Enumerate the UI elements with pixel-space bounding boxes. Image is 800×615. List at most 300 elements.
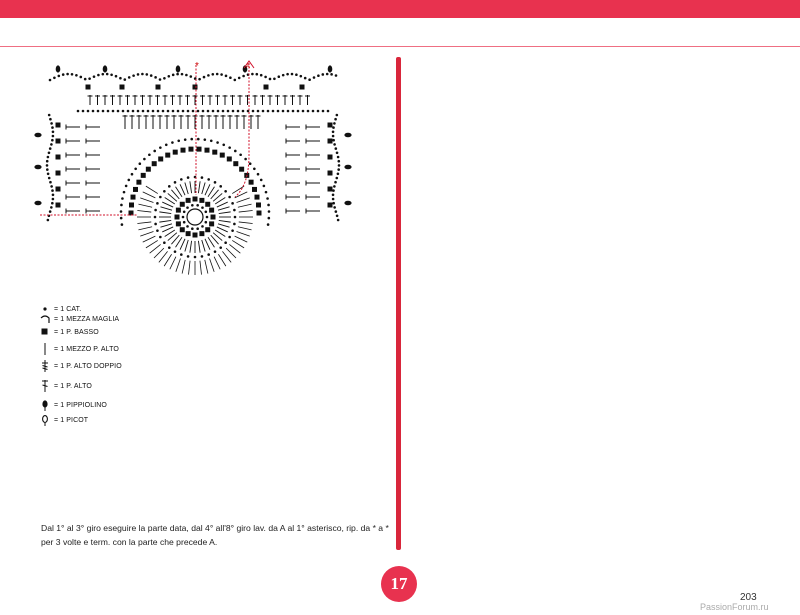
crochet-chart: [30, 55, 360, 285]
chain-dot: [326, 73, 329, 76]
double-crochet: [160, 224, 172, 227]
chain-dot: [287, 110, 290, 113]
chain-dot: [150, 74, 153, 77]
single-crochet: [165, 153, 170, 158]
double-crochet: [137, 211, 151, 213]
single-crochet: [56, 187, 61, 192]
chain-dot: [125, 185, 128, 188]
popcorn-picot: [328, 65, 333, 72]
picot-loop-icon: [38, 413, 52, 427]
chain-dot: [233, 209, 236, 212]
chain-dot: [302, 110, 305, 113]
chain-dot: [159, 78, 162, 81]
chain-dot: [46, 168, 49, 171]
chain-dot: [49, 79, 52, 82]
chain-dot: [257, 110, 260, 113]
double-crochet-icon: [38, 379, 52, 393]
chain-dot: [171, 141, 174, 144]
double-crochet: [176, 259, 181, 272]
chain-dot: [253, 167, 256, 170]
single-crochet: [56, 139, 61, 144]
double-crochet: [146, 240, 158, 247]
double-crochet: [159, 251, 168, 262]
single-crochet: [233, 161, 238, 166]
chain-dot: [192, 110, 195, 113]
chain-dot: [219, 185, 222, 188]
chain-dot: [334, 118, 337, 121]
chain-dot: [80, 76, 83, 79]
chain-dot: [333, 206, 336, 209]
legend-label-popcorn: = 1 PIPPIOLINO: [54, 401, 107, 409]
chain-dot: [52, 135, 55, 138]
chain-dot: [197, 138, 200, 141]
chain-dot: [49, 181, 52, 184]
chain-dot: [286, 73, 289, 76]
single-crochet: [56, 123, 61, 128]
chain-dot: [217, 110, 220, 113]
double-crochet: [217, 227, 228, 232]
chain-dot: [182, 216, 185, 219]
chain-dot: [222, 110, 225, 113]
chain-dot: [337, 168, 340, 171]
chain-dot: [51, 202, 54, 205]
double-crochet: [189, 261, 191, 275]
page-number: 203: [740, 592, 757, 603]
chain-dot: [75, 74, 78, 77]
chain-dot: [334, 181, 337, 184]
double-crochet: [219, 220, 231, 222]
double-crochet: [164, 254, 171, 266]
chain-dot: [234, 79, 237, 82]
chain-dot: [163, 77, 166, 80]
chain-dot: [337, 156, 340, 159]
chain-dot: [332, 202, 335, 205]
chain-dot: [66, 73, 69, 76]
chain-dot: [277, 110, 280, 113]
chain-dot: [84, 78, 87, 81]
legend-label-half-double: = 1 MEZZO P. ALTO: [54, 345, 119, 353]
chain-dot: [282, 110, 285, 113]
chain-dot: [165, 144, 168, 147]
chain-dot: [117, 110, 120, 113]
double-crochet: [138, 227, 152, 230]
chain-dot: [219, 246, 222, 249]
chain-dot: [93, 75, 96, 78]
single-crochet: [56, 155, 61, 160]
chain-dot: [174, 250, 177, 253]
chain-dot: [172, 110, 175, 113]
popcorn-picot-icon: [38, 398, 52, 412]
double-crochet: [154, 248, 164, 258]
popcorn-picot: [34, 165, 41, 170]
chain-dot: [333, 143, 336, 146]
chain-dot: [206, 216, 209, 219]
chain-dot: [167, 110, 170, 113]
chain-dot: [87, 110, 90, 113]
double-crochet: [180, 184, 185, 195]
chain-dot: [196, 227, 199, 230]
double-crochet: [159, 212, 171, 214]
chain-dot: [242, 110, 245, 113]
legend-label-picot: = 1 PICOT: [54, 416, 89, 424]
chain-dot: [157, 110, 160, 113]
chain-dot: [50, 185, 53, 188]
double-crochet: [143, 192, 156, 198]
chain-dot: [336, 114, 339, 117]
single-crochet: [212, 150, 217, 155]
chain-dot: [47, 173, 50, 176]
chain-dot: [92, 110, 95, 113]
chain-dot: [337, 219, 340, 222]
chain-dot: [228, 236, 231, 239]
single-crochet: [120, 85, 125, 90]
double-crochet: [185, 240, 188, 252]
chain-dot: [148, 153, 151, 156]
single-crochet: [193, 197, 198, 202]
chain-dot: [231, 202, 234, 205]
chain-dot: [198, 78, 201, 81]
legend-label-treble: = 1 P. ALTO DOPPIO: [54, 362, 122, 370]
chain-dot: [185, 74, 188, 77]
chain-dot: [317, 74, 320, 77]
chain-dot: [124, 78, 127, 81]
chain-dot: [154, 216, 157, 219]
page-badge-number: 17: [390, 574, 408, 593]
chain-dot: [106, 73, 109, 76]
chain-dot: [278, 75, 281, 78]
single-crochet: [328, 203, 333, 208]
single-crochet: [176, 221, 181, 226]
double-crochet: [205, 184, 210, 195]
chain-dot: [48, 152, 51, 155]
double-crochet: [146, 186, 158, 193]
single-crochet: [328, 155, 333, 160]
chain-dot: [335, 177, 338, 180]
chain-dot: [110, 73, 113, 76]
chain-dot: [162, 110, 165, 113]
legend-label-single: = 1 P. BASSO: [54, 328, 99, 336]
chain-dot: [182, 110, 185, 113]
double-crochet: [232, 240, 244, 247]
chain-dot: [212, 73, 215, 76]
chain-dot: [186, 206, 189, 209]
double-crochet: [239, 222, 253, 224]
chain-dot: [212, 110, 215, 113]
single-crochet: [156, 85, 161, 90]
chain-dot: [267, 110, 270, 113]
double-crochet: [237, 232, 250, 237]
popcorn-picot: [34, 133, 41, 138]
chain-dot: [48, 114, 51, 117]
chain-dot: [214, 250, 217, 253]
chain-dot: [265, 191, 268, 194]
chain-dot: [119, 77, 122, 80]
center-ring: [187, 209, 203, 225]
single-crochet: [199, 231, 204, 236]
single-crochet: [254, 195, 259, 200]
chain-dot: [156, 229, 159, 232]
double-crochet: [185, 182, 188, 194]
single-crochet: [141, 173, 146, 178]
single-crochet: [136, 180, 141, 185]
double-crochet: [140, 232, 153, 237]
chain-dot: [154, 209, 157, 212]
popcorn-picot: [344, 133, 351, 138]
chain-dot: [121, 197, 124, 200]
single-crochet: [181, 148, 186, 153]
chain-dot: [112, 110, 115, 113]
chain-dot: [203, 76, 206, 79]
chain-dot: [332, 131, 335, 134]
chain-dot: [159, 146, 162, 149]
popcorn-picot: [344, 165, 351, 170]
watermark: PassionForum.ru: [700, 602, 769, 612]
single-crochet: [328, 123, 333, 128]
chain-dot: [51, 126, 54, 129]
chain-dot: [260, 179, 263, 182]
chain-dot: [196, 204, 199, 207]
chain-dot: [187, 255, 190, 258]
chain-dot: [260, 74, 263, 77]
single-crochet: [205, 227, 210, 232]
chain-dot: [180, 178, 183, 181]
chain-dot: [186, 225, 189, 228]
double-crochet: [226, 248, 236, 258]
page-badge: [381, 566, 417, 602]
chain-dot: [77, 110, 80, 113]
chain-dot: [332, 198, 335, 201]
chain-dot: [115, 75, 118, 78]
single-crochet: [86, 85, 91, 90]
chain-dot: [228, 146, 231, 149]
chain-dot: [207, 110, 210, 113]
chain-dot: [202, 110, 205, 113]
chain-dot: [233, 223, 236, 226]
single-crochet: [209, 221, 214, 226]
chain-dot: [71, 73, 74, 76]
chain-dot: [159, 236, 162, 239]
chain-dot: [332, 189, 335, 192]
chain-dot: [137, 110, 140, 113]
chain-dot: [176, 73, 179, 76]
double-crochet: [143, 236, 156, 242]
double-crochet: [218, 254, 225, 266]
chain-dot: [153, 150, 156, 153]
double-crochet: [180, 239, 185, 250]
double-crochet: [202, 240, 205, 252]
single-crochet: [256, 202, 261, 207]
chain-dot: [52, 131, 55, 134]
chain-dot: [132, 74, 135, 77]
chain-dot: [122, 110, 125, 113]
double-crochet: [232, 186, 244, 193]
chain-dot: [120, 204, 123, 207]
chain-dot: [132, 110, 135, 113]
popcorn-picot: [344, 201, 351, 206]
legend-row-picot: [38, 413, 88, 427]
single-crochet: [328, 139, 333, 144]
chain-dot: [210, 140, 213, 143]
chain-dot: [168, 185, 171, 188]
legend-label-slip: = 1 MEZZA MAGLIA: [54, 315, 120, 323]
double-crochet: [162, 227, 173, 232]
slip-stitch-icon: [38, 312, 52, 326]
chain-dot: [204, 138, 207, 141]
chain-dot: [143, 158, 146, 161]
chain-dot: [154, 223, 157, 226]
chain-dot: [338, 164, 341, 167]
chain-dot: [263, 185, 266, 188]
chain-dot: [127, 179, 130, 182]
chain-dot: [156, 202, 159, 205]
single-crochet: [328, 187, 333, 192]
chain-dot: [227, 110, 230, 113]
chain-dot: [313, 76, 316, 79]
chain-dot: [264, 76, 267, 79]
chain-dot: [207, 178, 210, 181]
chain-dot: [333, 185, 336, 188]
double-crochet: [238, 227, 252, 230]
chain-dot: [327, 110, 330, 113]
chain-dot: [322, 110, 325, 113]
single-crochet: [264, 85, 269, 90]
asterisk-label: *: [195, 61, 199, 72]
chain-dot: [184, 138, 187, 141]
chain-dot: [317, 110, 320, 113]
chain-dot: [47, 219, 50, 222]
chain-dot: [168, 246, 171, 249]
chain-dot: [273, 77, 276, 80]
chain-dot: [257, 173, 260, 176]
chain-dot: [48, 177, 51, 180]
chain-dot: [123, 191, 126, 194]
double-crochet: [219, 212, 231, 214]
single-crochet: [152, 161, 157, 166]
double-crochet: [160, 207, 172, 210]
chain-dot: [307, 110, 310, 113]
chain-dot: [177, 110, 180, 113]
chain-dot: [50, 206, 53, 209]
chain-dot: [49, 210, 52, 213]
chain-dot: [107, 110, 110, 113]
chain-dot: [249, 162, 252, 165]
double-crochet: [214, 257, 220, 270]
chain-dot: [159, 196, 162, 199]
treble-crochet-icon: [38, 359, 52, 373]
chain-dot: [224, 241, 227, 244]
single-crochet: [197, 147, 202, 152]
single-crochet: [173, 150, 178, 155]
chain-dot: [207, 74, 210, 77]
chain-dot: [120, 210, 123, 213]
chain-dot: [120, 217, 123, 220]
chain-dot: [312, 110, 315, 113]
popcorn-picot: [176, 65, 181, 72]
chain-dot: [172, 74, 175, 77]
chain-dot: [332, 194, 335, 197]
legend-row-treble: [38, 359, 122, 373]
chain-dot: [50, 143, 53, 146]
chain-dot: [49, 147, 52, 150]
chain-dot: [187, 110, 190, 113]
double-crochet: [140, 198, 153, 203]
chain-dot: [335, 147, 338, 150]
single-crochet: [56, 171, 61, 176]
single-crochet-square-icon: [38, 325, 52, 339]
legend-row-single: [38, 325, 99, 339]
chain-dot: [102, 73, 105, 76]
single-crochet: [328, 171, 333, 176]
chain-dot: [181, 73, 184, 76]
chain-dot: [142, 110, 145, 113]
chain-dot: [332, 126, 335, 129]
chain-dot: [256, 73, 259, 76]
double-crochet: [222, 251, 231, 262]
chain-dot: [201, 176, 204, 179]
chain-dot: [216, 141, 219, 144]
double-crochet: [229, 244, 240, 253]
chain-dot: [139, 162, 142, 165]
chain-dot: [190, 75, 193, 78]
pattern-instructions: Dal 1° al 3° giro eseguire la parte data, dal 4° all'8° giro lav. da A al 1° asterisco, rip. da * a * per 3 volte e term. con la parte che precede A.: [41, 523, 389, 547]
chain-dot: [251, 73, 254, 76]
half-double-crochet-icon: [38, 342, 52, 356]
chain-dot: [337, 160, 340, 163]
chain-dot: [225, 75, 228, 78]
chain-dot: [224, 190, 227, 193]
marker-a-guide-line: [235, 63, 249, 197]
double-crochet: [202, 182, 205, 194]
book-spine: [396, 57, 401, 550]
single-crochet: [193, 233, 198, 238]
chain-dot: [174, 181, 177, 184]
single-crochet: [249, 180, 254, 185]
header-rule: [0, 46, 800, 47]
chain-dot: [272, 110, 275, 113]
single-crochet: [146, 167, 151, 172]
chain-dot: [88, 77, 91, 80]
chain-dot: [97, 110, 100, 113]
chain-dot: [292, 110, 295, 113]
double-crochet: [182, 260, 185, 274]
chain-dot: [97, 74, 100, 77]
chain-dot: [62, 73, 65, 76]
chain-dot: [147, 110, 150, 113]
single-crochet: [175, 215, 180, 220]
chain-dot: [268, 210, 271, 213]
chain-dot: [168, 75, 171, 78]
double-crochet: [198, 241, 200, 253]
single-crochet: [193, 85, 198, 90]
single-crochet: [186, 198, 191, 203]
chain-dot: [137, 73, 140, 76]
chain-dot: [141, 73, 144, 76]
chain-dot: [50, 122, 53, 125]
double-crochet: [190, 241, 192, 253]
chain-dot: [46, 164, 49, 167]
double-crochet: [137, 222, 151, 224]
double-crochet: [159, 220, 171, 222]
chain-dot: [291, 73, 294, 76]
chain-dot: [146, 73, 149, 76]
chain-dot: [244, 158, 247, 161]
chain-dot: [194, 256, 197, 259]
single-crochet: [188, 147, 193, 152]
chain-dot: [51, 139, 54, 142]
double-crochet: [190, 181, 192, 193]
popcorn-picot: [103, 65, 108, 72]
double-crochet: [218, 207, 230, 210]
